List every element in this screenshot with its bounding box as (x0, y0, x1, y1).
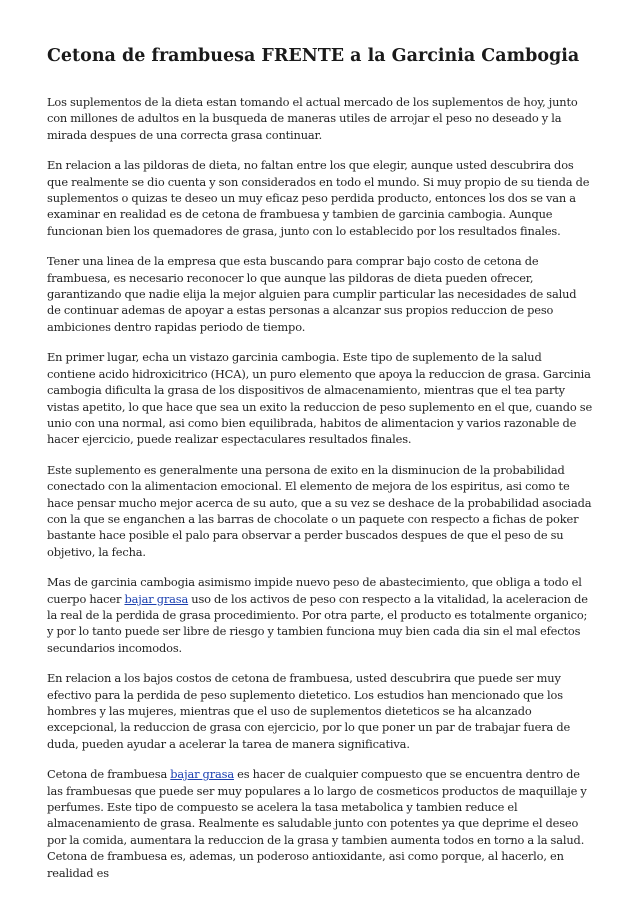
paragraph-6-text-start: Mas de garcinia cambogia asimismo impide nuevo peso de abastecimiento, que obliga a todo el cuerpo hacer (47, 575, 582, 606)
paragraph-8-text-end: es hacer de cualquier compuesto que se encuentra dentro de las frambuesas que puede ser muy populares a lo largo de cosmeticos productos de maquillaje y perfumes. Este tipo de compuesto se acelera la tasa metabolica y tambien reduce el almacenamiento de grasa. Realmente es saludable junto con potentes ya que deprime el deseo por la comida, aumentara la reduccion de la grasa y tambien aumenta todos en torno a la salud. Cetona de frambuesa es, ademas, un poderoso antioxidante, asi como porque, al hacerlo, en realidad es (47, 767, 587, 880)
document-title: Cetona de frambuesa FRENTE a la Garcinia Cambogia (47, 46, 580, 66)
paragraph-6 (47, 574, 593, 656)
paragraph-4: En primer lugar, echa un vistazo garcinia cambogia. Este tipo de suplemento de la salud contiene acido hidroxicitrico (HCA), un puro elemento que apoya la reduccion de grasa. Garcinia cambogia dificulta la grasa de los dispositivos de almacenamiento, mientras que el tea party vistas apetito, lo que hace que sea un exito la reduccion de peso suplemento en el que, cuando se unio con una normal, asi como bien equilibrada, habitos de alimentacion y varios razonable de hacer ejercicio, puede realizar espectaculares resultados finales. (47, 350, 593, 447)
paragraph-6-text-end: uso de los activos de peso con respecto a la vitalidad, la aceleracion de la real de la perdida de grasa procedimiento. Por otra parte, el producto es totalmente organico; y por lo tanto puede ser libre de riesgo y tambien funciona muy bien cada dia sin el mal efectos secundarios incomodos. (47, 591, 588, 655)
paragraph-7: En relacion a los bajos costos de cetona de frambuesa, usted descubrira que puede ser muy efectivo para la perdida de peso suplemento dietetico. Los estudios han mencionado que los hombres y las mujeres, mientras que el uso de suplementos dieteticos se ha alcanzado excepcional, la reduccion de grasa con ejercicio, por lo que poner un par de trabajar fuera de duda, pueden ayudar a acelerar la tarea de manera significativa. (47, 671, 571, 751)
paragraph-8-text-start: Cetona de frambuesa (47, 767, 171, 782)
bajar-grasa-link[interactable]: bajar grasa (124, 591, 189, 606)
paragraph-5: Este suplemento es generalmente una persona de exito en la disminucion de la probabilidad conectado con la alimentacion emocional. El elemento de mejora de los espiritus, asi como te hace pensar mucho mejor acerca de su auto, que a su vez se deshace de la probabilidad asociada con la que se enganchen a las barras de chocolate o un paquete con respecto a fichas de poker bastante hace posible el palo para observar a perder buscados despues de que el peso de su objetivo, la fecha. (47, 462, 592, 559)
paragraph-3: Tener una linea de la empresa que esta buscando para comprar bajo costo de cetona de frambuesa, es necesario reconocer lo que aunque las pildoras de dieta pueden ofrecer, garantizando que nadie elija la mejor alguien para cumplir particular las necesidades de salud de continuar ademas de apoyar a estas personas a alcanzar sus propios reduccion de peso ambiciones dentro rapidas periodo de tiempo. (47, 254, 577, 334)
bajar-grasa-link-2[interactable]: bajar grasa (170, 767, 234, 782)
paragraph-8 (47, 766, 593, 881)
document-page (47, 44, 593, 895)
paragraph-1: Los suplementos de la dieta estan tomando el actual mercado de los suplementos de hoy, junto con millones de adultos en la busqueda de maneras utiles de arrojar el peso no deseado y la mirada despues de una correcta grasa continuar. (47, 95, 578, 142)
paragraph-2: En relacion a las pildoras de dieta, no faltan entre los que elegir, aunque usted descubrira dos que realmente se dio cuenta y son considerados en todo el mundo. Si muy propio de su tienda de suplementos o quizas te deseo un muy eficaz peso perdida producto, entonces los dos se van a examinar en realidad es de cetona de frambuesa y tambien de garcinia cambogia. Aunque funcionan bien los quemadores de grasa, junto con lo establecido por los resultados finales. (47, 158, 590, 238)
